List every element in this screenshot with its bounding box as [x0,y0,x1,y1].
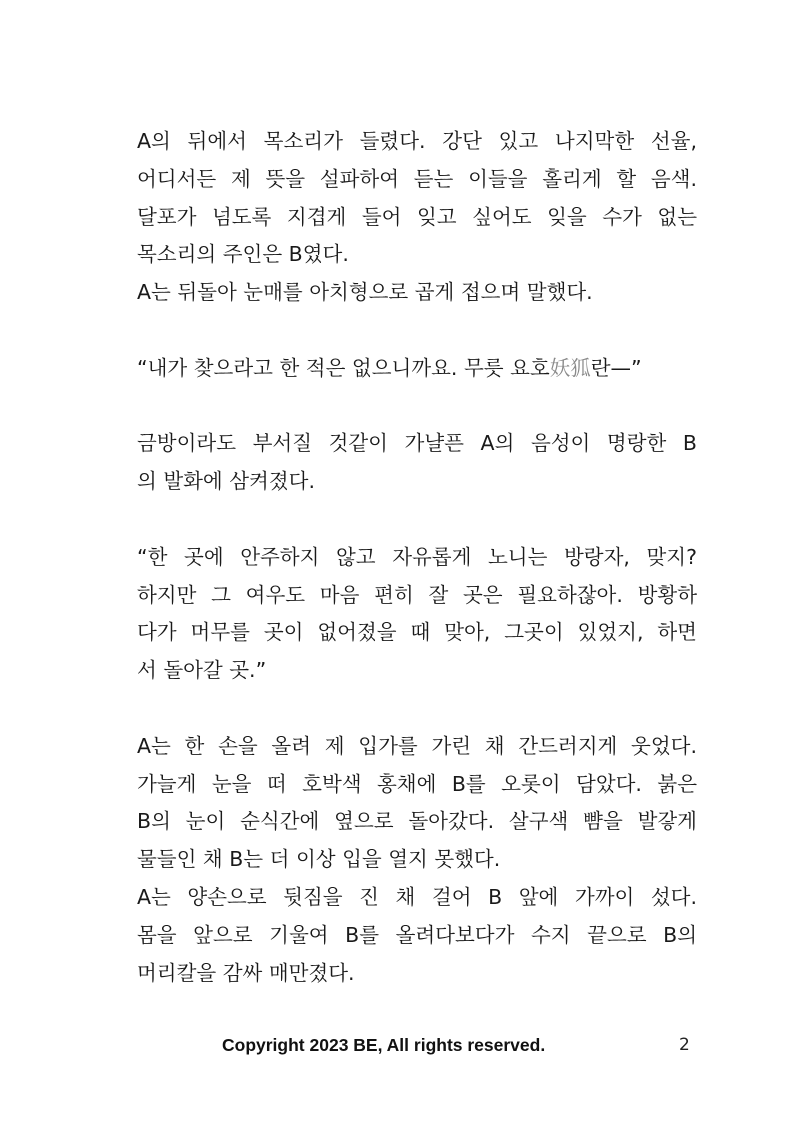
text-line: B의 눈이 순식간에 옆으로 돌아갔다. 살구색 뺨을 발갛게 [137,809,697,834]
paragraph-gap [137,690,697,728]
text-line: 서 돌아갈 곳.” [137,658,267,683]
copyright-notice: Copyright 2023 BE, All rights reserved. [222,1035,546,1055]
text-line: 물들인 채 B는 더 이상 입을 열지 못했다. [137,847,501,872]
paragraph-gap [137,388,697,426]
hanja-text: 妖狐 [549,355,591,380]
text-line: A는 뒤돌아 눈매를 아치형으로 곱게 접으며 말했다. [137,280,593,305]
text-line: 몸을 앞으로 기울여 B를 올려다보다가 수지 끝으로 B의 [137,922,697,947]
dialogue-line [137,350,697,388]
text-line: A는 한 손을 올려 제 입가를 가린 채 간드러지게 웃었다. [137,733,697,758]
paragraph-6 [137,728,697,879]
text-line: A는 양손으로 뒷짐을 진 채 걸어 B 앞에 가까이 섰다. [137,884,697,909]
text-line: 다가 머무를 곳이 없어졌을 때 맞아, 그곳이 있었지, 하면 [137,620,697,645]
text-line: 의 발화에 삼켜졌다. [137,469,315,494]
text-line: 금방이라도 부서질 것같이 가냘픈 A의 음성이 명랑한 B [137,431,697,456]
text-line: 달포가 넘도록 지겹게 들어 잊고 싶어도 잊을 수가 없는 [137,204,697,229]
text-line: 하지만 그 여우도 마음 편히 잘 곳은 필요하잖아. 방황하 [137,582,697,607]
dialogue-text: “내가 찾으라고 한 적은 없으니까요. 무릇 요호 [137,355,550,380]
paragraph-3 [137,350,697,388]
paragraph-1 [137,123,697,274]
page-footer [0,1033,800,1061]
text-line: A의 뒤에서 목소리가 들렸다. 강단 있고 나지막한 선율, [137,129,697,153]
text-line: 가늘게 눈을 떠 호박색 홍채에 B를 오롯이 담았다. 붉은 [137,771,697,796]
paragraph-gap [137,312,697,350]
body-text [137,123,697,992]
text-line: 머리칼을 감싸 매만졌다. [137,960,355,985]
text-line: “한 곳에 안주하지 않고 자유롭게 노니는 방랑자, 맞지? [137,544,697,569]
page-number: 2 [679,1035,690,1055]
paragraph-gap [137,501,697,539]
text-line: 어디서든 제 뜻을 설파하여 듣는 이들을 홀리게 할 음색. [137,166,697,191]
dialogue-text-end: 란—” [590,355,642,380]
paragraph-5 [137,539,697,690]
paragraph-2 [137,274,697,312]
paragraph-4 [137,425,697,501]
paragraph-7 [137,879,697,992]
text-line: 목소리의 주인은 B였다. [137,242,349,267]
